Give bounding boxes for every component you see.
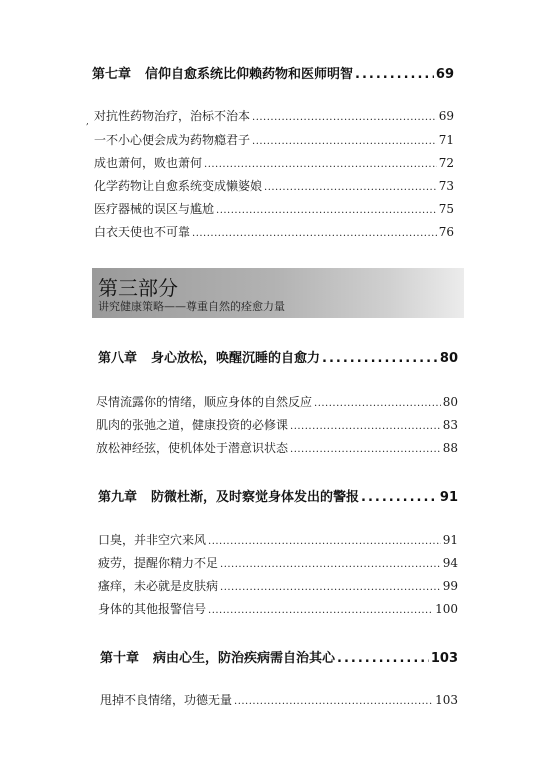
toc-entry (96, 439, 458, 456)
chapter-8-heading (98, 347, 458, 366)
page-number: 69 (438, 109, 454, 123)
dot-leader (220, 559, 441, 570)
chapter-7-heading (92, 63, 454, 82)
page-number: 103 (430, 651, 458, 666)
toc-entry (100, 691, 458, 708)
dot-leader (355, 67, 434, 82)
toc-entry (98, 600, 458, 617)
page-number: 100 (435, 602, 458, 616)
dot-leader (322, 351, 438, 366)
dot-leader (192, 228, 437, 239)
page-number: 103 (435, 693, 458, 707)
entry-title: 放松神经弦，使机体处于潜意识状态 (96, 441, 289, 455)
toc-entry (94, 200, 454, 217)
page-number: 72 (438, 156, 454, 170)
dot-leader (264, 182, 437, 193)
entry-title: 医疗器械的误区与尴尬 (94, 202, 215, 216)
dot-leader (204, 159, 437, 170)
page-number: 94 (442, 556, 458, 570)
toc-entry (94, 131, 454, 148)
part-subtitle: 讲究健康策略——尊重自然的痊愈力量 (98, 300, 285, 313)
entry-title: 身体的其他报警信号 (98, 602, 207, 616)
entry-title: 瘙痒，未必就是皮肤病 (98, 579, 219, 593)
dot-leader (216, 205, 437, 216)
toc-entry (96, 393, 458, 410)
entry-title: 成也萧何，败也萧何 (94, 156, 203, 170)
chapter-label: 第九章 (98, 490, 138, 505)
page-number: 71 (438, 133, 454, 147)
dot-leader (252, 136, 437, 147)
page-number: 83 (442, 418, 458, 432)
chapter-9-heading (98, 486, 458, 505)
dot-leader (208, 536, 441, 547)
chapter-title: 身心放松，唤醒沉睡的自愈力 (151, 351, 321, 366)
entry-title: 疲劳，提醒你精力不足 (98, 556, 219, 570)
page-number: 88 (442, 441, 458, 455)
page-number: 80 (439, 351, 458, 366)
page-number: 99 (442, 579, 458, 593)
chapter-label: 第八章 (98, 351, 138, 366)
chapter-title: 信仰自愈系统比仰赖药物和医师明智 (145, 67, 354, 82)
entry-title: 一不小心便会成为药物瘾君子 (94, 133, 251, 147)
dot-leader (337, 651, 429, 666)
chapter-label: 第十章 (100, 651, 140, 666)
dot-leader (361, 490, 438, 505)
toc-entry (98, 554, 458, 571)
page-number: 75 (438, 202, 454, 216)
dot-leader (252, 112, 437, 123)
page-number: 80 (442, 395, 458, 409)
dot-leader (314, 398, 441, 409)
toc-entry (96, 416, 458, 433)
chapter-title: 防微杜渐，及时察觉身体发出的警报 (151, 490, 360, 505)
page-number: 69 (435, 67, 454, 82)
toc-entry (98, 531, 458, 548)
part-three-banner (92, 268, 464, 318)
page-number: 73 (438, 179, 454, 193)
part-title: 第三部分 (98, 276, 178, 300)
toc-entry (94, 223, 454, 240)
entry-title: 肌肉的张弛之道，健康投资的必修课 (96, 418, 289, 432)
entry-title: 甩掉不良情绪，功德无量 (100, 693, 233, 707)
dot-leader (234, 696, 433, 707)
dot-leader (220, 582, 441, 593)
stray-mark: , (86, 117, 89, 127)
chapter-label: 第七章 (92, 67, 132, 82)
chapter-10-heading (100, 647, 458, 666)
toc-entry (94, 154, 454, 171)
toc-entry (94, 107, 454, 124)
entry-title: 尽情流露你的情绪，顺应身体的自然反应 (96, 395, 313, 409)
dot-leader (290, 421, 441, 432)
entry-title: 化学药物让自愈系统变成懒婆娘 (94, 179, 263, 193)
entry-title: 对抗性药物治疗，治标不治本 (94, 109, 251, 123)
dot-leader (290, 444, 441, 455)
page-number: 91 (442, 533, 458, 547)
toc-entry (94, 177, 454, 194)
toc-entry (98, 577, 458, 594)
dot-leader (208, 605, 433, 616)
chapter-title: 病由心生，防治疾病需自治其心 (153, 651, 336, 666)
entry-title: 白衣天使也不可靠 (94, 225, 191, 239)
entry-title: 口臭，并非空穴来风 (98, 533, 207, 547)
page-number: 76 (438, 225, 454, 239)
page-number: 91 (439, 490, 458, 505)
